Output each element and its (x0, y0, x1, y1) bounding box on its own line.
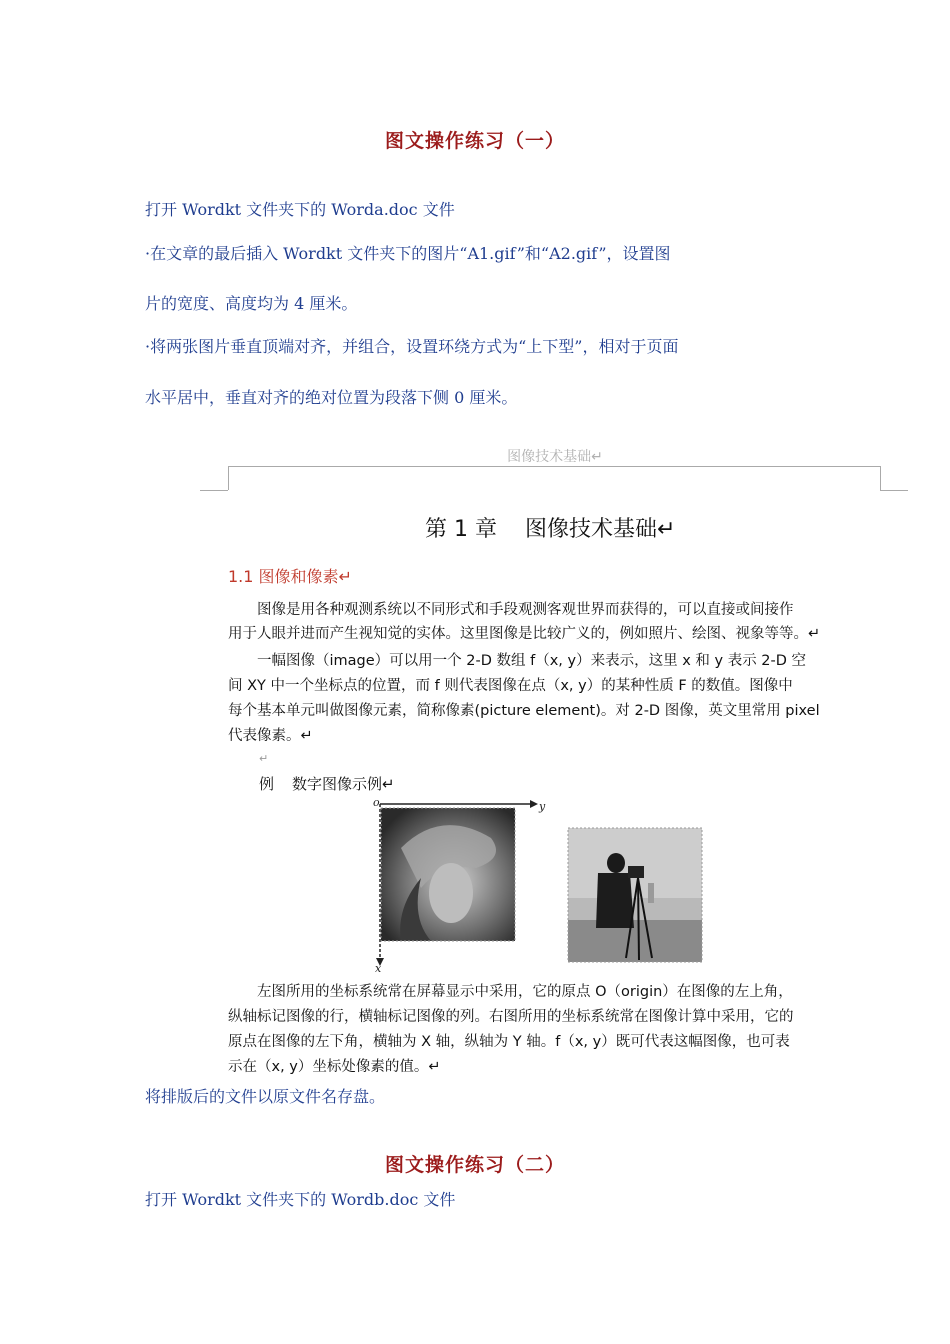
body2-line-2: 纵轴标记图像的行，横轴标记图像的列。右图所用的坐标系统常在图像计算中采用，它的 (228, 1009, 794, 1025)
axis-origin-label: o (373, 796, 380, 809)
body-line-2: 用于人眼并进而产生视知觉的实体。这里图像是比较广义的，例如照片、绘图、视象等等。↵ (228, 626, 821, 642)
header-corner-right-h (880, 490, 908, 491)
body-line-1: 图像是用各种观测系统以不同形式和手段观测客观世界而获得的，可以直接或间接作 (228, 602, 794, 618)
exercise-2-title: 图文操作练习（二） (384, 1154, 565, 1176)
page-header-text: 图像技术基础↵ (507, 449, 603, 465)
intro-1: 打开 Wordkt 文件夹下的 Worda.doc 文件 (145, 200, 455, 219)
bullet-2-line-1: ·将两张图片垂直顶端对齐，并组合，设置环绕方式为“上下型”，相对于页面 (145, 337, 679, 356)
section-heading: 1.1 图像和像素↵ (228, 567, 352, 586)
bullet-1-line-2: 片的宽度、高度均为 4 厘米。 (145, 294, 358, 313)
axis-y-label: y (539, 800, 546, 813)
header-rule (228, 466, 880, 467)
blank-paragraph-mark: ↵ (259, 752, 269, 765)
body-line-6: 代表像素。↵ (228, 728, 313, 744)
body2-line-4: 示在（x, y）坐标处像素的值。↵ (228, 1059, 441, 1075)
example-label: 例 (259, 775, 275, 793)
header-corner-left (228, 466, 229, 490)
header-corner-right (880, 466, 881, 490)
body-line-3: 一幅图像（image）可以用一个 2-D 数组 f（x, y）来表示，这里 x 和 y 表示 2-D 空 (228, 653, 807, 669)
bullet-1-line-1: ·在文章的最后插入 Wordkt 文件夹下的图片“A1.gif”和“A2.gif”，设置图 (145, 244, 671, 263)
intro-2: 打开 Wordkt 文件夹下的 Wordb.doc 文件 (145, 1190, 456, 1209)
example-caption (259, 773, 395, 794)
cameraman-photo-image (568, 828, 702, 962)
example-title: 数字图像示例↵ (292, 775, 395, 793)
body-line-4: 间 XY 中一个坐标点的位置，而 f 则代表图像在点（x, y）的某种性质 F 的数值。图像中 (228, 678, 793, 694)
chapter-heading (425, 512, 675, 543)
body-line-5: 每个基本单元叫做图像元素，简称像素(picture element)。对 2-D 图像，英文里常用 pixel (228, 703, 820, 719)
bullet-2-line-2: 水平居中，垂直对齐的绝对位置为段落下侧 0 厘米。 (145, 388, 518, 407)
axis-x-label: x (375, 962, 382, 975)
header-corner-left-h (200, 490, 228, 491)
body2-line-3: 原点在图像的左下角，横轴为 X 轴，纵轴为 Y 轴。f（x, y）既可代表这幅图像，也可表 (228, 1034, 790, 1050)
chapter-number: 第 1 章 (425, 517, 497, 542)
save-note: 将排版后的文件以原文件名存盘。 (145, 1087, 386, 1106)
body2-line-1: 左图所用的坐标系统常在屏幕显示中采用，它的原点 O（origin）在图像的左上角， (228, 984, 793, 1000)
portrait-photo-image (381, 808, 515, 941)
embedded-document-screenshot (195, 440, 915, 1075)
chapter-title: 图像技术基础↵ (524, 517, 676, 542)
exercise-1-title: 图文操作练习（一） (384, 130, 565, 152)
